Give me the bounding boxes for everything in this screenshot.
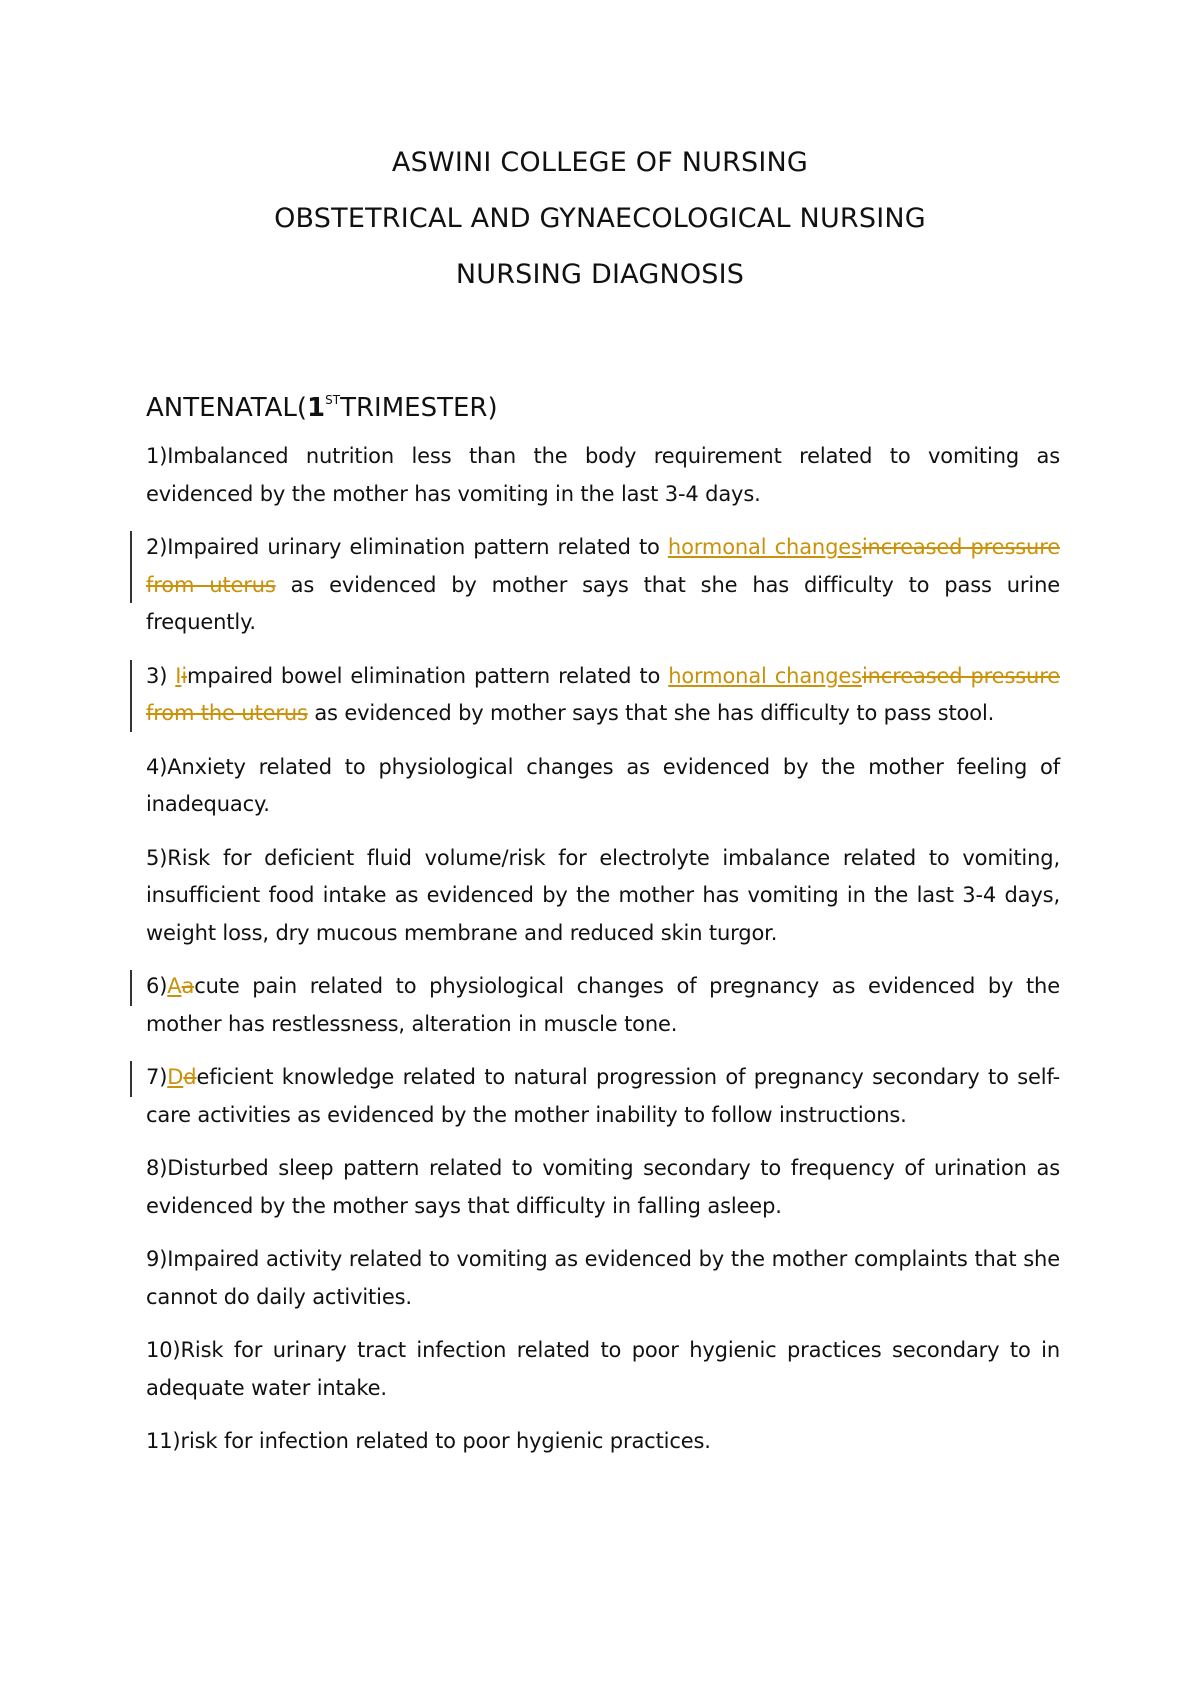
- diagnosis-item-9: [146, 1241, 1060, 1316]
- section-title-number: 1: [307, 393, 326, 423]
- section-title: [146, 388, 1060, 428]
- diagnosis-item-4: [146, 749, 1060, 824]
- section-title-prefix: ANTENATAL(: [146, 393, 308, 423]
- tracked-deletion[interactable]: i: [181, 663, 188, 688]
- diagnosis-text: 4)Anxiety related to physiological changes as evidenced by the mother feeling of inadequacy.: [146, 754, 1060, 816]
- diagnosis-text: 2)Impaired urinary elimination pattern related to: [146, 535, 668, 559]
- diagnosis-text: 11)risk for infection related to poor hygienic practices.: [146, 1429, 711, 1453]
- diagnosis-text: 7): [146, 1065, 168, 1089]
- tracked-deletion[interactable]: d: [183, 1065, 197, 1089]
- diagnosis-item-11: [146, 1423, 1060, 1461]
- diagnosis-text: 5)Risk for deficient fluid volume/risk for electrolyte imbalance related to vomiting, insufficient food intake as evidenced by the mother has vomiting in the last 3-4 days, weight loss, dry mucous membrane and reduced skin turgor.: [146, 845, 1060, 945]
- diagnosis-item-6: [146, 968, 1060, 1043]
- document-header: [0, 140, 1200, 308]
- diagnosis-text: 10)Risk for urinary tract infection related to poor hygienic practices secondary to in adequate water intake.: [146, 1338, 1060, 1400]
- tracked-deletion[interactable]: increased pressure from uterus: [146, 535, 1060, 597]
- diagnosis-text: eficient knowledge related to natural progression of pregnancy secondary to self-care activities as evidenced by the mother inability to follow instructions.: [146, 1065, 1060, 1127]
- diagnosis-text: mpaired bowel elimination pattern related to: [187, 663, 669, 688]
- change-bar: [130, 1061, 132, 1097]
- diagnosis-text: cute pain related to physiological changes of pregnancy as evidenced by the mother has restlessness, alteration in muscle tone.: [146, 974, 1060, 1036]
- tracked-insertion[interactable]: hormonal changes: [667, 535, 862, 559]
- section-title-superscript: ST: [325, 393, 341, 407]
- diagnosis-item-10: [146, 1332, 1060, 1407]
- tracked-insertion[interactable]: D: [167, 1065, 184, 1089]
- diagnosis-text: 6): [146, 974, 168, 998]
- tracked-deletion[interactable]: increased pressure from the uterus: [146, 663, 1060, 725]
- diagnosis-text: as evidenced by mother says that she has difficulty to pass urine frequently.: [146, 572, 1060, 634]
- tracked-insertion[interactable]: A: [167, 974, 182, 998]
- diagnosis-item-5: [146, 840, 1060, 953]
- section-title-suffix: TRIMESTER): [340, 393, 498, 423]
- document-title: NURSING DIAGNOSIS: [455, 259, 745, 290]
- change-bar: [130, 660, 132, 732]
- diagnosis-text: as evidenced by mother says that she has difficulty to pass stool.: [307, 701, 995, 725]
- tracked-insertion[interactable]: I: [175, 663, 182, 688]
- diagnosis-item-2: [146, 529, 1060, 642]
- diagnosis-item-3: [146, 658, 1060, 733]
- department-name: OBSTETRICAL AND GYNAECOLOGICAL NURSING: [274, 203, 926, 234]
- diagnosis-text: 8)Disturbed sleep pattern related to vomiting secondary to frequency of urination as evidenced by the mother says that difficulty in falling asleep.: [146, 1156, 1060, 1218]
- diagnosis-item-1: [146, 438, 1060, 513]
- diagnosis-item-7: [146, 1059, 1060, 1134]
- diagnosis-text: 9)Impaired activity related to vomiting as evidenced by the mother complaints that she cannot do daily activities.: [146, 1247, 1060, 1309]
- change-bar: [130, 970, 132, 1006]
- diagnosis-item-8: [146, 1150, 1060, 1225]
- change-bar: [130, 531, 132, 603]
- tracked-insertion[interactable]: hormonal changes: [668, 663, 862, 688]
- document-body: [146, 388, 1060, 1477]
- diagnosis-text: 1)Imbalanced nutrition less than the body requirement related to vomiting as evidenced by the mother has vomiting in the last 3-4 days.: [146, 444, 1060, 506]
- tracked-deletion[interactable]: a: [181, 974, 195, 998]
- college-name: ASWINI COLLEGE OF NURSING: [391, 147, 809, 178]
- diagnosis-text: 3): [146, 663, 176, 688]
